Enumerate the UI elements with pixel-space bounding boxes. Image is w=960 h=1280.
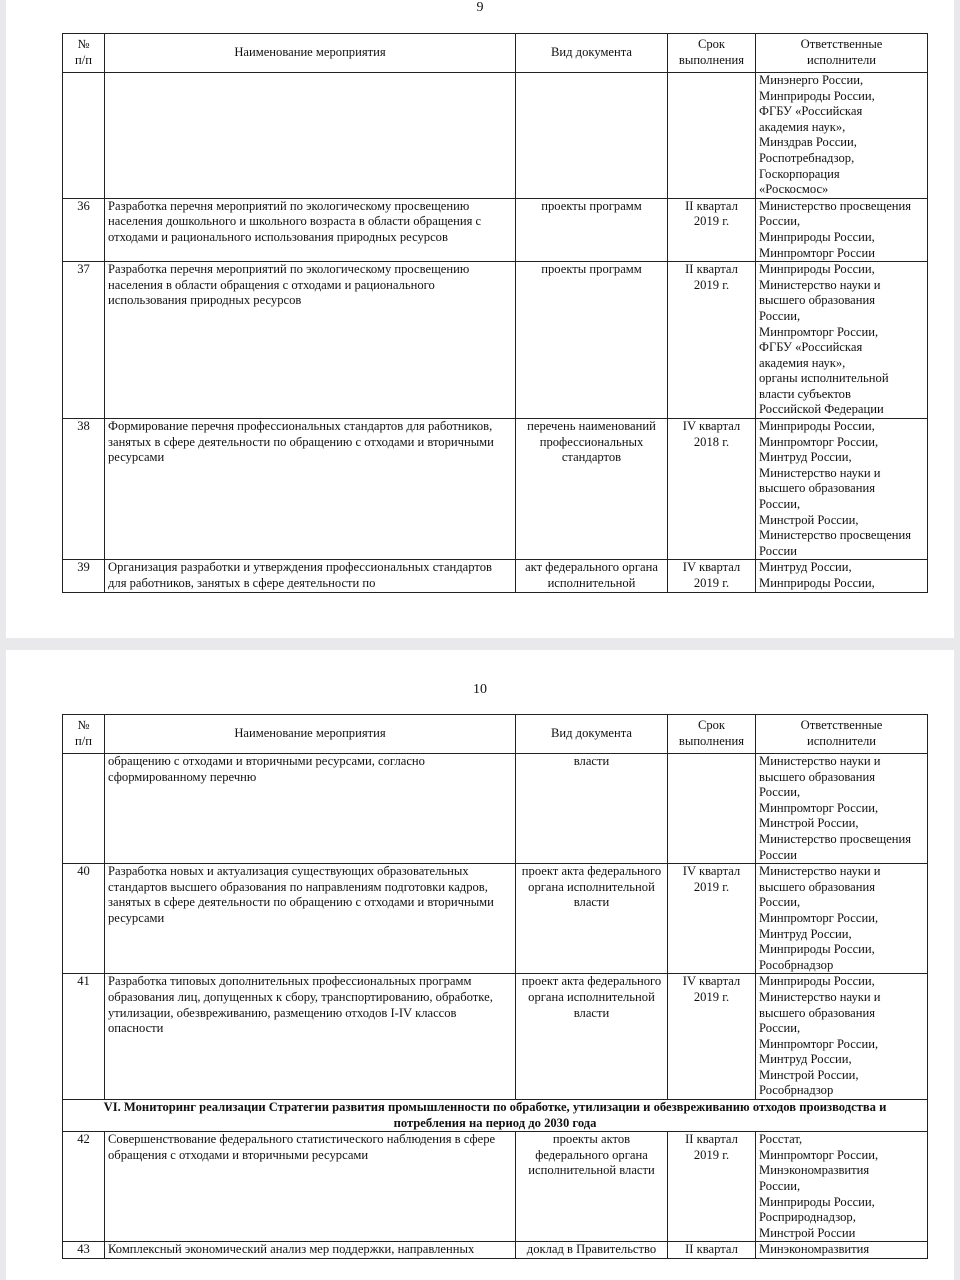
row-resp: Минприроды России, Министерство науки и высшего образования России, Минпромторг России, Минтруд России, Минстрой России, Рособрнадзор xyxy=(756,974,928,1100)
row-resp: Минтруд России, Минприроды России, xyxy=(756,560,928,592)
section-title: VI. Мониторинг реализации Стратегии развития промышленности по обработке, утилизации и обезвреживанию отходов производства и потребления на период до 2030 года xyxy=(63,1100,928,1132)
row-doc: проекты программ xyxy=(516,262,668,419)
table-row xyxy=(63,419,928,560)
header-doc: Вид документа xyxy=(516,715,668,754)
row-num: 40 xyxy=(63,864,105,974)
row-term: II квартал 2019 г. xyxy=(668,262,756,419)
row-num: 41 xyxy=(63,974,105,1100)
row-doc: власти xyxy=(516,754,668,864)
row-resp: Минприроды России, Министерство науки и высшего образования России, Минпромторг России, ФГБУ «Российская академия наук», органы исполнительной власти субъектов Российской Федерации xyxy=(756,262,928,419)
row-doc: проекты программ xyxy=(516,198,668,261)
row-resp: Минэкономразвития xyxy=(756,1242,928,1259)
row-term xyxy=(668,73,756,199)
row-name: Разработка перечня мероприятий по экологическому просвещению населения дошкольного и школьного возраста в области обращения с отходами и рационального использования природных ресурсов xyxy=(105,198,516,261)
table-row xyxy=(63,864,928,974)
row-doc: проект акта федерального органа исполнительной власти xyxy=(516,864,668,974)
row-doc xyxy=(516,73,668,199)
row-num: 42 xyxy=(63,1132,105,1242)
row-term xyxy=(668,754,756,864)
table-row xyxy=(63,560,928,592)
row-name: Разработка перечня мероприятий по экологическому просвещению населения в области обращения с отходами и рационального использования природных ресурсов xyxy=(105,262,516,419)
measures-table xyxy=(62,714,928,1259)
header-num: № п/п xyxy=(63,715,105,754)
row-num: 39 xyxy=(63,560,105,592)
row-term: IV квартал 2019 г. xyxy=(668,560,756,592)
row-doc: проекты актов федерального органа исполнительной власти xyxy=(516,1132,668,1242)
row-num xyxy=(63,754,105,864)
row-resp: Минэнерго России, Минприроды России, ФГБУ «Российская академия наук», Минздрав России, Роспотребнадзор, Госкорпорация «Роскосмос» xyxy=(756,73,928,199)
table-header-row xyxy=(63,34,928,73)
header-num: № п/п xyxy=(63,34,105,73)
document-page-9 xyxy=(6,0,954,638)
row-resp: Министерство науки и высшего образования России, Минпромторг России, Минтруд России, Минприроды России, Рособрнадзор xyxy=(756,864,928,974)
page-number: 9 xyxy=(476,0,484,15)
row-term: IV квартал 2019 г. xyxy=(668,974,756,1100)
header-term: Срок выполнения xyxy=(668,715,756,754)
row-term: IV квартал 2018 г. xyxy=(668,419,756,560)
header-resp: Ответственные исполнители xyxy=(756,715,928,754)
row-num: 38 xyxy=(63,419,105,560)
table-row xyxy=(63,754,928,864)
row-term: IV квартал 2019 г. xyxy=(668,864,756,974)
row-name: Разработка новых и актуализация существующих образовательных стандартов высшего образования по направлениям подготовки кадров, занятых в сфере деятельности по обращению с отходами и вторичными ресурсами xyxy=(105,864,516,974)
row-name: Совершенствование федерального статистического наблюдения в сфере обращения с отходами и вторичными ресурсами xyxy=(105,1132,516,1242)
row-term: II квартал 2019 г. xyxy=(668,198,756,261)
table-row xyxy=(63,974,928,1100)
header-name: Наименование мероприятия xyxy=(105,34,516,73)
row-resp: Минприроды России, Минпромторг России, Минтруд России, Министерство науки и высшего образования России, Минстрой России, Министерство просвещения России xyxy=(756,419,928,560)
row-name xyxy=(105,73,516,199)
row-resp: Росстат, Минпромторг России, Минэкономразвития России, Минприроды России, Росприроднадзор, Минстрой России xyxy=(756,1132,928,1242)
row-num: 36 xyxy=(63,198,105,261)
row-resp: Министерство просвещения России, Минприроды России, Минпромторг России xyxy=(756,198,928,261)
row-name: Формирование перечня профессиональных стандартов для работников, занятых в сфере деятельности по обращению с отходами и вторичными ресурсами xyxy=(105,419,516,560)
table-row xyxy=(63,1242,928,1259)
section-row xyxy=(63,1100,928,1132)
row-name: обращению с отходами и вторичными ресурсами, согласно сформированному перечню xyxy=(105,754,516,864)
row-doc: акт федерального органа исполнительной xyxy=(516,560,668,592)
row-doc: перечень наименований профессиональных стандартов xyxy=(516,419,668,560)
header-resp: Ответственные исполнители xyxy=(756,34,928,73)
measures-table xyxy=(62,33,928,593)
row-name: Организация разработки и утверждения профессиональных стандартов для работников, занятых в сфере деятельности по xyxy=(105,560,516,592)
document-page-10 xyxy=(6,650,954,1280)
page-number: 10 xyxy=(473,682,487,697)
row-num: 37 xyxy=(63,262,105,419)
table-row xyxy=(63,262,928,419)
row-term: II квартал xyxy=(668,1242,756,1259)
header-doc: Вид документа xyxy=(516,34,668,73)
header-term: Срок выполнения xyxy=(668,34,756,73)
row-resp: Министерство науки и высшего образования России, Минпромторг России, Минстрой России, Министерство просвещения России xyxy=(756,754,928,864)
row-doc: доклад в Правительство xyxy=(516,1242,668,1259)
row-term: II квартал 2019 г. xyxy=(668,1132,756,1242)
row-num xyxy=(63,73,105,199)
table-row xyxy=(63,198,928,261)
table-row xyxy=(63,1132,928,1242)
row-num: 43 xyxy=(63,1242,105,1259)
table-row xyxy=(63,73,928,199)
table-header-row xyxy=(63,715,928,754)
header-name: Наименование мероприятия xyxy=(105,715,516,754)
row-name: Разработка типовых дополнительных профессиональных программ образования лиц, допущенных к сбору, транспортированию, обработке, утилизации, обезвреживанию, размещению отходов I-IV классов опасности xyxy=(105,974,516,1100)
row-name: Комплексный экономический анализ мер поддержки, направленных xyxy=(105,1242,516,1259)
row-doc: проект акта федерального органа исполнительной власти xyxy=(516,974,668,1100)
